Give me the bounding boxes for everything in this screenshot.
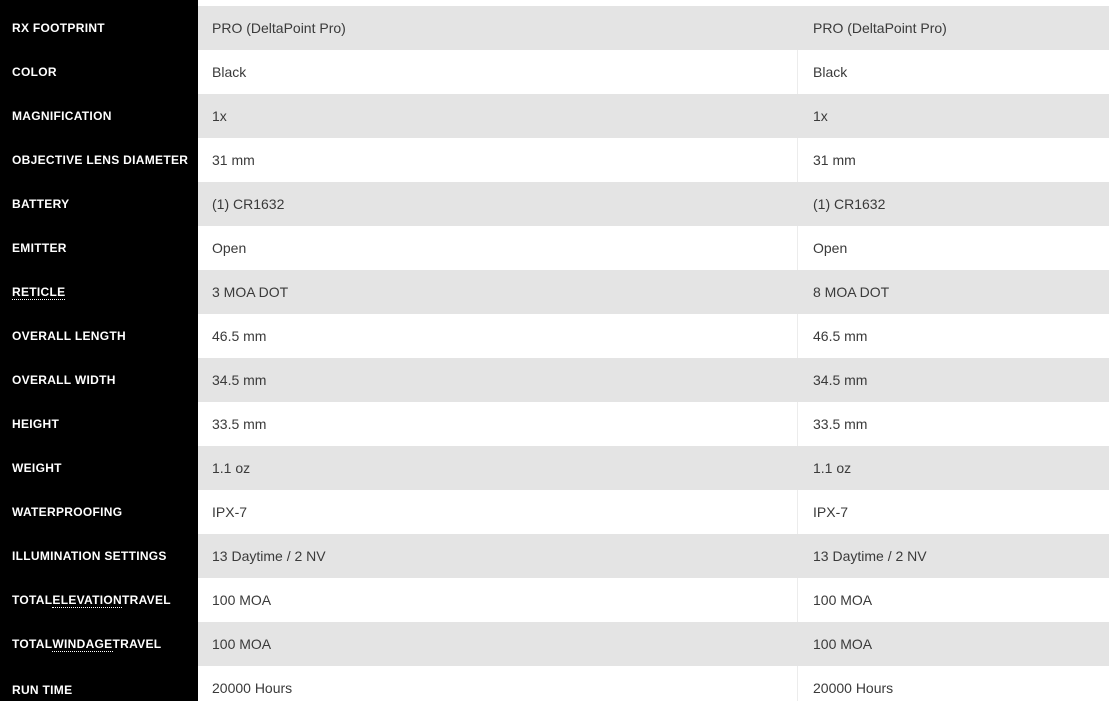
table-row: [0, 358, 1109, 402]
spec-value-product-b: PRO (DeltaPoint Pro): [797, 6, 1109, 50]
table-row: [0, 666, 1109, 701]
spec-label: [0, 270, 198, 314]
spec-value-product-a: 46.5 mm: [198, 314, 797, 358]
windage-info-link[interactable]: WINDAGE: [52, 636, 113, 651]
spec-label: WATERPROOFING: [0, 490, 198, 534]
label-prefix: TOTAL: [12, 637, 53, 651]
spec-value-product-b: 1.1 oz: [797, 446, 1109, 490]
spec-label: OBJECTIVE LENS DIAMETER: [0, 138, 198, 182]
spec-value-product-a: 33.5 mm: [198, 402, 797, 446]
spec-label: OVERALL WIDTH: [0, 358, 198, 402]
table-row: [0, 578, 1109, 622]
spec-value-product-b: 100 MOA: [797, 622, 1109, 666]
table-row: [0, 94, 1109, 138]
spec-label: WEIGHT: [0, 446, 198, 490]
spec-value-product-b: Black: [797, 50, 1109, 94]
spec-value-product-a: 1x: [198, 94, 797, 138]
spec-label: MAGNIFICATION: [0, 94, 198, 138]
label-column-top: [0, 0, 198, 6]
spec-value-product-a: PRO (DeltaPoint Pro): [198, 6, 797, 50]
spec-value-product-a: 100 MOA: [198, 578, 797, 622]
spec-value-product-a: 100 MOA: [198, 622, 797, 666]
table-row: [0, 182, 1109, 226]
table-row: [0, 226, 1109, 270]
spec-value-product-b: 33.5 mm: [797, 402, 1109, 446]
spec-value-product-b: Open: [797, 226, 1109, 270]
table-row: [0, 314, 1109, 358]
spec-value-product-b: 13 Daytime / 2 NV: [797, 534, 1109, 578]
spec-value-product-b: 20000 Hours: [797, 666, 1109, 701]
elevation-info-link[interactable]: ELEVATION: [52, 592, 122, 607]
spec-value-product-a: IPX-7: [198, 490, 797, 534]
spec-label: BATTERY: [0, 182, 198, 226]
table-row: [0, 534, 1109, 578]
table-row: [0, 622, 1109, 666]
spec-value-product-a: 20000 Hours: [198, 666, 797, 701]
spec-label: [0, 622, 198, 666]
spec-value-product-b: 31 mm: [797, 138, 1109, 182]
spec-label: COLOR: [0, 50, 198, 94]
label-suffix: TRAVEL: [112, 637, 162, 651]
spec-value-product-b: IPX-7: [797, 490, 1109, 534]
table-row: [0, 490, 1109, 534]
spec-value-product-b: 1x: [797, 94, 1109, 138]
spec-label: ILLUMINATION SETTINGS: [0, 534, 198, 578]
spec-value-product-a: 34.5 mm: [198, 358, 797, 402]
spec-label: RUN TIME: [0, 666, 198, 701]
table-row: [0, 270, 1109, 314]
label-suffix: TRAVEL: [121, 593, 171, 607]
spec-value-product-a: 3 MOA DOT: [198, 270, 797, 314]
spec-value-product-a: 31 mm: [198, 138, 797, 182]
table-row: [0, 50, 1109, 94]
spec-value-product-a: 1.1 oz: [198, 446, 797, 490]
spec-value-product-a: Black: [198, 50, 797, 94]
spec-value-product-b: 8 MOA DOT: [797, 270, 1109, 314]
spec-value-product-a: 13 Daytime / 2 NV: [198, 534, 797, 578]
spec-label: [0, 578, 198, 622]
table-row: [0, 446, 1109, 490]
label-prefix: TOTAL: [12, 593, 53, 607]
spec-value-product-a: (1) CR1632: [198, 182, 797, 226]
table-row: [0, 402, 1109, 446]
spec-value-product-b: 100 MOA: [797, 578, 1109, 622]
spec-value-product-a: Open: [198, 226, 797, 270]
table-row: [0, 6, 1109, 50]
spec-value-product-b: 34.5 mm: [797, 358, 1109, 402]
spec-label: RX FOOTPRINT: [0, 6, 198, 50]
spec-label: HEIGHT: [0, 402, 198, 446]
table-row: [0, 138, 1109, 182]
spec-value-product-b: (1) CR1632: [797, 182, 1109, 226]
spec-label: EMITTER: [0, 226, 198, 270]
spec-value-product-b: 46.5 mm: [797, 314, 1109, 358]
reticle-info-link[interactable]: RETICLE: [12, 284, 66, 299]
spec-label: OVERALL LENGTH: [0, 314, 198, 358]
